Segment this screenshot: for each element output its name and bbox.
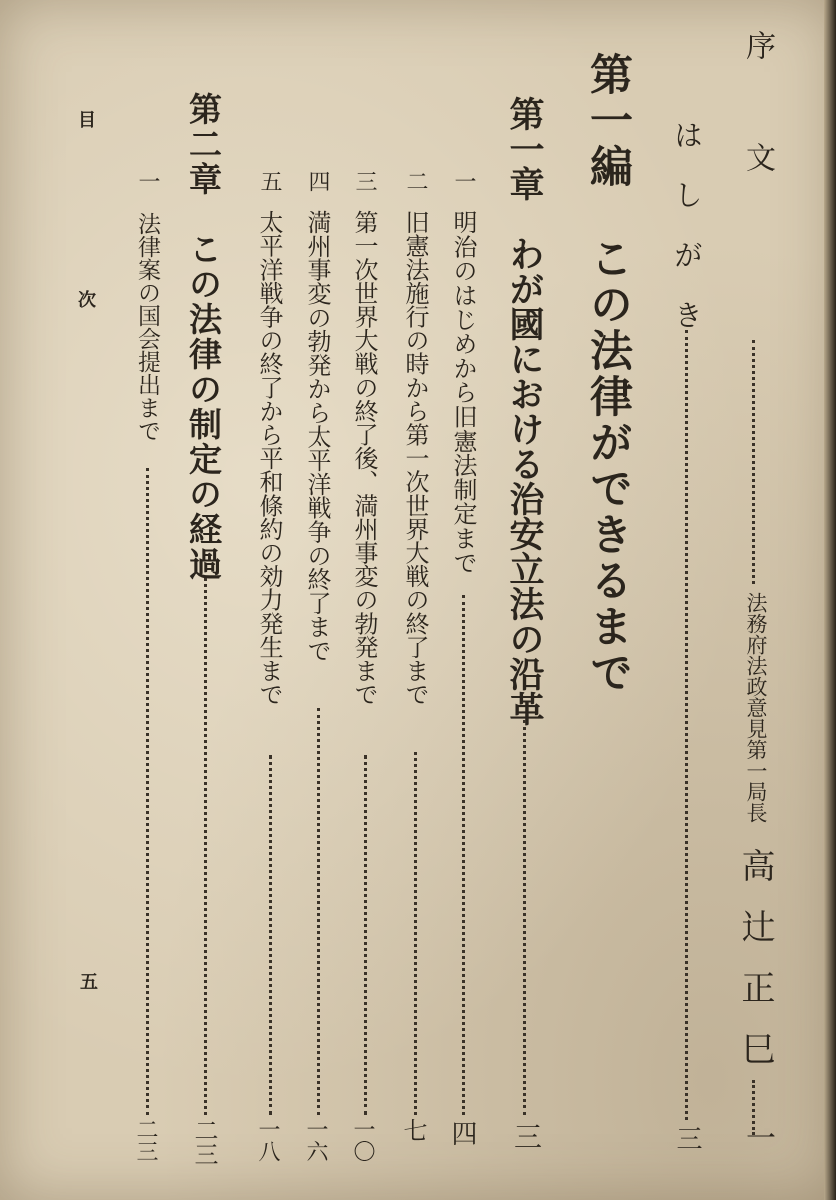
sec3-page: 一〇 — [350, 1118, 375, 1162]
sec5-leader — [269, 755, 272, 1115]
sec3-number: 三 — [352, 170, 377, 192]
preface-leader — [752, 340, 755, 584]
running-head: 目 次 — [75, 110, 96, 380]
preface-page: 一 — [740, 1122, 775, 1152]
sec2-number: 二 — [403, 170, 428, 192]
sec2-1-title: 法律案の国会提出まで — [134, 212, 160, 442]
sec1-number: 一 — [451, 170, 476, 192]
sec1-title: 明治のはじめから旧憲法制定まで — [449, 210, 477, 575]
chapter1-page: 三 — [510, 1122, 543, 1150]
sec2-1-number: 一 — [135, 170, 160, 192]
foreword-leader — [685, 330, 688, 1120]
sec1-leader — [462, 595, 465, 1115]
chapter1-leader — [523, 720, 526, 1115]
preface-author-title: 法務府法政意見第一局長 — [744, 592, 768, 823]
sec2-title: 旧憲法施行の時から第一次世界大戦の終了まで — [401, 210, 429, 706]
preface-label: 序 文 — [740, 30, 775, 198]
sec5-number: 五 — [257, 170, 282, 192]
sec4-leader — [317, 708, 320, 1115]
chapter2-heading: 第二章 この法律の制定の経過 — [184, 92, 223, 582]
page-folio: 五 — [77, 972, 98, 990]
sec4-number: 四 — [305, 170, 330, 192]
page-edge — [824, 0, 836, 1200]
foreword-page: 三 — [672, 1125, 702, 1151]
sec2-1-leader — [146, 468, 149, 1115]
part1-heading: 第一編 この法律ができるまで — [583, 52, 633, 696]
foreword-label: はしがき — [670, 120, 704, 360]
chapter2-leader — [204, 578, 207, 1115]
sec2-page: 七 — [399, 1118, 427, 1142]
chapter1-heading: 第一章 わが國における治安立法の沿革 — [504, 96, 545, 726]
preface-author-name: 高辻正巳 — [735, 848, 775, 1092]
sec2-leader — [414, 752, 417, 1115]
sec4-page: 一六 — [303, 1118, 328, 1162]
sec3-leader — [364, 755, 367, 1115]
sec4-title: 満州事変の勃発から太平洋戦争の終了まで — [303, 210, 331, 663]
chapter2-page: 二三 — [190, 1118, 218, 1166]
sec3-title: 第一次世界大戦の終了後、満州事変の勃発まで — [350, 210, 378, 706]
sec2-1-page: 二三 — [133, 1118, 158, 1162]
sec5-page: 一八 — [255, 1118, 280, 1162]
sec5-title: 太平洋戦争の終了から平和條約の効力発生まで — [255, 210, 283, 706]
sec1-page: 四 — [447, 1120, 477, 1146]
